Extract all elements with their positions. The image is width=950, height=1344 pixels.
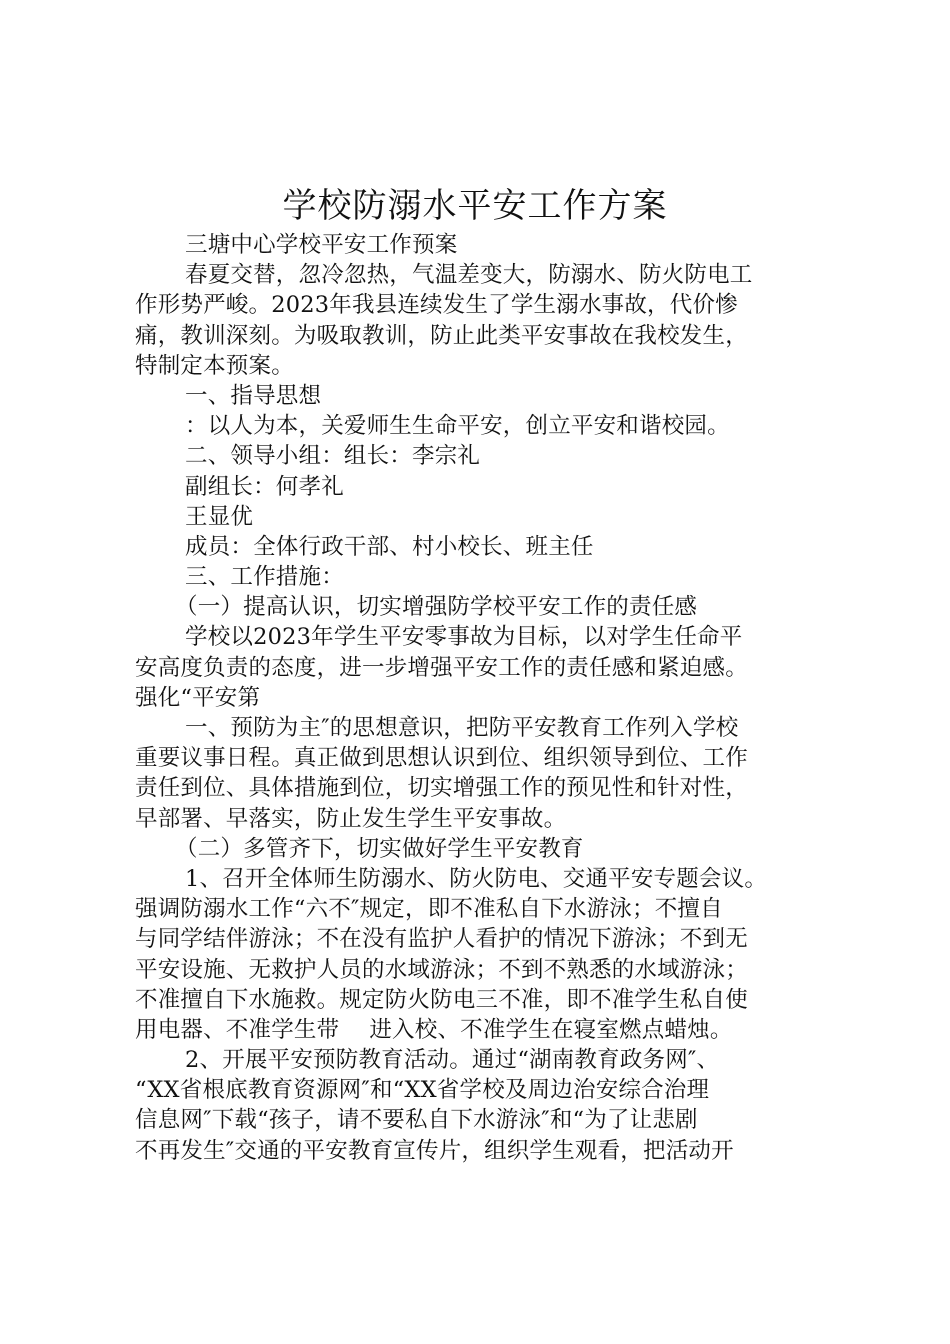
body-text-line: 作形势严峻。2023年我县连续发生了学生溺水事故，代价惨 (135, 292, 738, 319)
body-text-line: 一、指导思想 (185, 382, 322, 409)
body-text-line: （一）提高认识，切实增强防学校平安工作的责任感 (175, 594, 698, 621)
body-text-line: 安高度负责的态度，进一步增强平安工作的责任感和紧迫感。 (135, 654, 748, 681)
body-text-line: 用电器、不准学生带 进入校、不准学生在寝室燃点蜡烛。 (135, 1016, 733, 1043)
document-body (135, 230, 825, 1166)
body-text-line: 早部署、早落实，防止发生学生平安事故。 (135, 805, 567, 832)
body-text-line: “XX省根底教育资源网″和“XX省学校及周边治安综合治理 (135, 1077, 710, 1104)
body-text-line: 二、领导小组：组长：李宗礼 (185, 443, 481, 470)
body-text-line: 三、工作措施： (185, 564, 344, 591)
body-text-line: 信息网″下载“孩子，请不要私自下水游泳″和“为了让悲剧 (135, 1107, 698, 1134)
body-text-line: 不准擅自下水施救。规定防火防电三不准，即不准学生私自使 (135, 986, 748, 1013)
body-text-line: 平安设施、无救护人员的水域游泳；不到不熟悉的水域游泳； (135, 956, 748, 983)
body-text-line: 强化“平安第 (135, 684, 261, 711)
body-text-line: ：以人为本，关爱师生生命平安，创立平安和谐校园。 (185, 413, 730, 440)
body-text-line: 一、预防为主″的思想意识，把防平安教育工作列入学校 (185, 715, 739, 741)
body-text-line: 强调防溺水工作“六不″规定，即不准私自下水游泳；不擅自 (135, 896, 723, 923)
body-text-line: 王显优 (185, 503, 254, 530)
body-text-line: 2、开展平安预防教育活动。通过“湖南教育政务网″、 (185, 1047, 720, 1074)
body-text-line: （二）多管齐下，切实做好学生平安教育 (175, 835, 584, 862)
body-text-line: 痛，教训深刻。为吸取教训，防止此类平安事故在我校发生， (135, 322, 748, 349)
body-text-line: 重要议事日程。真正做到思想认识到位、组织领导到位、工作 (135, 745, 748, 772)
body-text-line: 责任到位、具体措施到位，切实增强工作的预见性和针对性， (135, 775, 748, 802)
body-text-line: 三塘中心学校平安工作预案 (185, 232, 458, 258)
body-text-line: 学校以2023年学生平安零事故为目标，以对学生任命平 (185, 624, 743, 651)
body-text-line: 与同学结伴游泳；不在没有监护人看护的情况下游泳；不到无 (135, 926, 748, 953)
body-text-line: 特制定本预案。 (135, 352, 294, 379)
body-text-line: 不再发生″交通的平安教育宣传片，组织学生观看，把活动开 (135, 1137, 734, 1164)
body-text-line: 1、召开全体师生防溺水、防火防电、交通平安专题会议。 (185, 865, 768, 892)
body-text-line: 副组长：何孝礼 (185, 473, 344, 500)
document-title: 学校防溺水平安工作方案 (282, 186, 668, 226)
body-text-line: 春夏交替，忽冷忽热，气温差变大，防溺水、防火防电工 (185, 262, 753, 289)
body-text-line: 成员：全体行政干部、村小校长、班主任 (185, 533, 594, 560)
